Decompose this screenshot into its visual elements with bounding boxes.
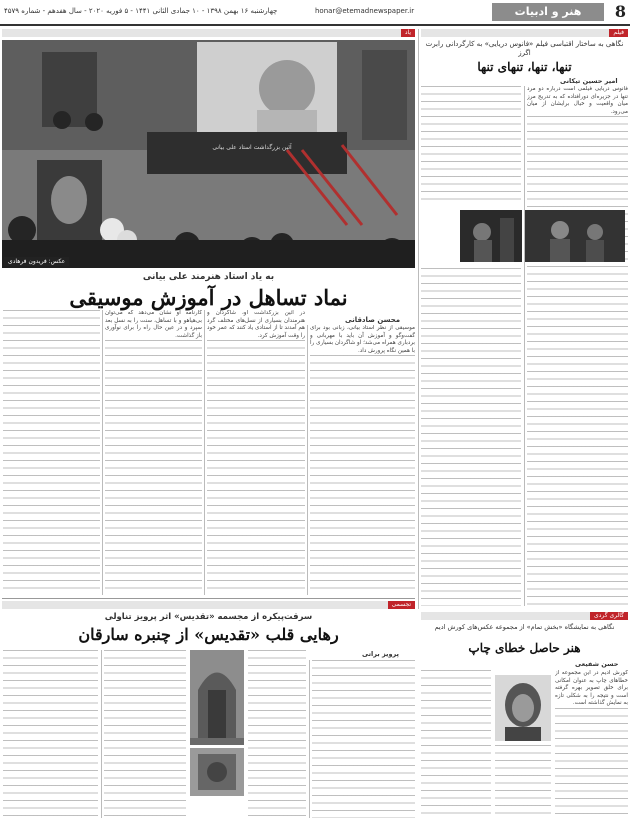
sculpture-detail-icon [190, 748, 244, 796]
bottom-left-column-1 [312, 660, 415, 818]
section-label: هنر و ادبیات [492, 3, 604, 21]
bottom-left-column-2 [248, 650, 306, 818]
right-story-author: امیر حسین تیکانی [560, 77, 618, 85]
right-story-column-1 [527, 86, 628, 606]
bottom-right-tag-bar [421, 612, 628, 620]
bottom-left-tag-bar [2, 601, 415, 609]
bottom-right-column-2-bottom [495, 745, 551, 818]
sculpture-photo-1 [190, 650, 244, 745]
bottom-right-tag: گالری گردی [590, 612, 628, 620]
main-story-column-1 [310, 325, 415, 595]
bottom-left-headline: رهایی قلب «تقدیس» از چنبره سارقان [78, 625, 339, 644]
ceremony-photo-illustration [2, 40, 415, 268]
photo-caption: عکس: فریدون فرهادی [4, 257, 69, 266]
banner-text: آئین بزرگداشت استاد علی بیانی [212, 144, 292, 151]
portrait-photo-icon [495, 675, 551, 741]
sculpture-icon [190, 650, 244, 745]
two-men-scene-icon [525, 210, 625, 262]
right-story-column-2-top [421, 86, 521, 206]
bottom-left-tag: تجسمی [388, 601, 415, 609]
lighthouse-scene-icon [460, 210, 522, 262]
right-story-headline: تنها، تنها، تنهای تنها [477, 60, 572, 74]
main-story-paragraph-a: موسیقی از نظر استاد بیانی، زبانی بود برای گفت‌وگو و آموزش آن باید با مهربانی و بردباری همراه می‌شد؛ او شاگردان بسیاری را با همین نگاه پرورش داد. [310, 325, 415, 354]
main-story-tag: یاد [401, 29, 415, 37]
bottom-right-column-1 [555, 670, 628, 818]
sculpture-photo-2 [190, 748, 244, 796]
right-story-tag-bar [421, 29, 628, 37]
main-story-tag-bar [2, 29, 415, 37]
bottom-left-kicker: سرقت‌پیکره از مجسمه «تقدیس» اثر پرویز تناولی [104, 612, 313, 622]
bottom-right-headline: هنر حاصل خطای چاپ [468, 641, 581, 655]
right-story-kicker: نگاهی به ساختار اقتباسی فیلم «فانوس دریایی» به کارگردانی رابرت اگرز [425, 40, 624, 57]
date-line: چهارشنبه ۱۶ بهمن ۱۳۹۸ - ۱۰ جمادی الثانی ۱۴۴۱ - ۵ فوریه ۲۰۲۰ - سال هفدهم - شماره ۴۵۷۹ [4, 7, 278, 15]
main-story-paragraph-b: در آئین بزرگداشت او، شاگردان و هنرمندان بسیاری از نسل‌های مختلف گرد هم آمدند تا از استادی یاد کنند که عمر خود را وقت آموزش کرد. [207, 310, 305, 339]
gallery-paragraph-a: کورش ادیم در این مجموعه از خطاهای چاپ به عنوان امکانی برای خلق تصویر بهره گرفته است و نتیجه را به شکلی تازه به نمایش گذاشته است. [555, 670, 628, 706]
right-story-column-2-bottom [421, 268, 521, 606]
film-still-photo-2 [525, 210, 625, 262]
bottom-right-kicker: نگاهی به نمایشگاه «بخش تمام» از مجموعه عکس‌های کورش ادیم [434, 623, 615, 631]
main-story-author: محسن صادقانی [345, 316, 401, 324]
bottom-right-column-3 [421, 670, 491, 818]
main-story-paragraph-c: کارنامه او نشان می‌دهد که می‌توان بی‌هیاهو و با تساهل، سنت را به نسل بعد سپرد و در عین حال راه را برای نوآوری باز گذاشت. [105, 310, 202, 339]
page-header [0, 0, 630, 26]
bottom-left-column-3 [104, 650, 186, 818]
page-number: 8 [614, 2, 626, 21]
right-story-paragraph-a: فانوس دریایی فیلمی است درباره دو مرد تنها در جزیره‌ای دورافتاده که به تدریج مرز میان واقعیت و خیال برایشان از میان می‌رود. [527, 86, 628, 115]
bottom-left-column-4 [3, 650, 98, 818]
gallery-photo [495, 675, 551, 741]
main-story-headline: نماد تساهل در آموزش موسیقی [69, 285, 348, 310]
bottom-right-author: حسن شفیعی [575, 660, 619, 668]
main-story-column-4 [3, 310, 100, 595]
bottom-left-author: پرویز براتی [362, 650, 400, 658]
film-still-photo-1 [460, 210, 522, 262]
main-story-kicker: به یاد استاد هنرمند علی بیانی [142, 272, 275, 282]
main-story-column-2 [207, 310, 305, 595]
right-story-tag: فیلم [609, 29, 628, 37]
main-story-column-3 [105, 310, 202, 595]
section-email[interactable]: honar@etemadnewspaper.ir [315, 7, 415, 15]
main-story-photo [2, 40, 415, 268]
